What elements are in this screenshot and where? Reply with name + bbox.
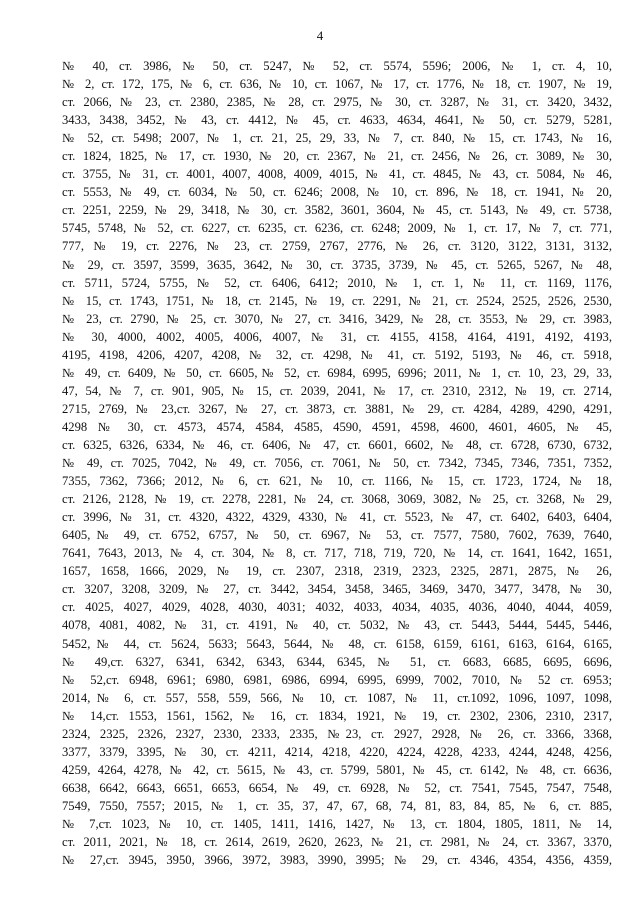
body-text	[62, 57, 612, 869]
text-line: ст. 1824, 1825, № 17, ст. 1930, № 20, ст. 2367, № 21, ст. 2456, № 26, ст. 3089, № 30,	[62, 149, 612, 164]
text-line: № 49, ст. 7025, 7042, № 49, ст. 7056, ст. 7061, № 50, ст. 7342, 7345, 7346, 7351, 7352,	[62, 456, 612, 471]
text-line: 7355, 7362, 7366; 2012, № 6, ст. 621, № 10, ст. 1166, № 15, ст. 1723, 1724, № 18,	[62, 474, 612, 489]
text-line: ст. 5553, № 49, ст. 6034, № 50, ст. 6246; 2008, № 10, ст. 896, № 18, ст. 1941, № 20,	[62, 185, 612, 200]
text-line: ст. 3996, № 31, ст. 4320, 4322, 4329, 4330, № 41, ст. 5523, № 47, ст. 6402, 6403, 6404,	[62, 510, 612, 525]
text-line: № 52, ст. 5498; 2007, № 1, ст. 21, 25, 29, 33, № 7, ст. 840, № 15, ст. 1743, № 16,	[62, 131, 612, 146]
text-line: 6638, 6642, 6643, 6651, 6653, 6654, № 49, ст. 6928, № 52, ст. 7541, 7545, 7547, 7548,	[62, 780, 612, 795]
text-line: 47, 54, № 7, ст. 901, 905, № 15, ст. 2039, 2041, № 17, ст. 2310, 2312, № 19, ст. 2714,	[62, 383, 612, 398]
text-line: № 49, ст. 6409, № 50, ст. 6605,№ 52, ст. 6984, 6995, 6996; 2011, № 1, ст. 10, 23, 29, 33,	[62, 365, 612, 380]
text-line: 7641, 7643, 2013, № 4, ст. 304, № 8, ст. 717, 718, 719, 720, № 14, ст. 1641, 1642, 1651,	[62, 546, 612, 561]
text-line: 2715, 2769, № 23,ст. 3267, № 27, ст. 3873, ст. 3881, № 29, ст. 4284, 4289, 4290, 4291,	[62, 401, 612, 416]
text-line: № 40, ст. 3986, № 50, ст. 5247, № 52, ст. 5574, 5596; 2006, № 1, ст. 4, 10,	[62, 59, 612, 73]
text-line: 7549, 7550, 7557; 2015, № 1, ст. 35, 37, 47, 67, 68, 74, 81, 83, 84, 85, № 6, ст. 885,	[62, 798, 612, 813]
text-line: 4298 № 30, ст. 4573, 4574, 4584, 4585, 4590, 4591, 4598, 4600, 4601, 4605, № 45,	[62, 419, 612, 434]
text-line: № 29, ст. 3597, 3599, 3635, 3642, № 30, ст. 3735, 3739, № 45, ст. 5265, 5267, № 48,	[62, 257, 612, 272]
text-line: 4259, 4264, 4278, № 42, ст. 5615, № 43, ст. 5799, 5801, № 45, ст. 6142, № 48, ст. 6636,	[62, 762, 612, 777]
text-line: ст. 2126, 2128, № 19, ст. 2278, 2281, № 24, ст. 3068, 3069, 3082, № 25, ст. 3268, № 29,	[62, 492, 612, 507]
text-line: 2014,№ 6, ст. 557, 558, 559, 566, № 10, ст. 1087, № 11, ст.1092, 1096, 1097, 1098,	[62, 690, 612, 705]
text-line: ст. 3755, № 31, ст. 4001, 4007, 4008, 4009, 4015, № 41, ст. 4845, № 43, ст. 5084, № 46,	[62, 167, 612, 182]
text-line: № 30, 4000, 4002, 4005, 4006, 4007, № 31, ст. 4155, 4158, 4164, 4191, 4192, 4193,	[62, 329, 612, 344]
text-line: ст. 4025, 4027, 4029, 4028, 4030, 4031; 4032, 4033, 4034, 4035, 4036, 4040, 4044, 4059,	[62, 600, 612, 615]
text-line: 3433, 3438, 3452, № 43, ст. 4412, № 45, ст. 4633, 4634, 4641, № 50, ст. 5279, 5281,	[62, 113, 612, 128]
text-line: 4195, 4198, 4206, 4207, 4208, № 32, ст. 4298, № 41, ст. 5192, 5193, № 46, ст. 5918,	[62, 347, 612, 362]
text-line: 3377, 3379, 3395, № 30, ст. 4211, 4214, 4218, 4220, 4224, 4228, 4233, 4244, 4248, 4256,	[62, 744, 612, 759]
text-line: 1657, 1658, 1666, 2029, № 19, ст. 2307, 2318, 2319, 2323, 2325, 2871, 2875, № 26,	[62, 564, 612, 579]
text-line: № 49,ст. 6327, 6341, 6342, 6343, 6344, 6345, № 51, ст. 6683, 6685, 6695, 6696,	[62, 654, 612, 669]
text-line: ст. 5711, 5724, 5755, № 52, ст. 6406, 6412; 2010, № 1, ст. 1, № 11, ст. 1169, 1176,	[62, 275, 612, 290]
text-line: № 23, ст. 2790, № 25, ст. 3070, № 27, ст. 3416, 3429, № 28, ст. 3553, № 29, ст. 3983,	[62, 311, 612, 326]
text-line: ст. 2011, 2021, № 18, ст. 2614, 2619, 2620, 2623, № 21, ст. 2981, № 24, ст. 3367, 3370,	[62, 835, 612, 850]
text-line: ст. 2251, 2259, № 29, 3418, № 30, ст. 3582, 3601, 3604, № 45, ст. 5143, № 49, ст. 5738,	[62, 203, 612, 218]
text-line: № 52,ст. 6948, 6961; 6980, 6981, 6986, 6994, 6995, 6999, 7002, 7010, № 52 ст. 6953;	[62, 672, 612, 687]
text-line: ст. 6325, 6326, 6334, № 46, ст. 6406, № 47, ст. 6601, 6602, № 48, ст. 6728, 6730, 6732,	[62, 437, 612, 452]
text-line: ст. 2066, № 23, ст. 2380, 2385, № 28, ст. 2975, № 30, ст. 3287, № 31, ст. 3420, 3432,	[62, 95, 612, 110]
text-line: 5745, 5748, № 52, ст. 6227, ст. 6235, ст. 6236, ст. 6248; 2009, № 1, ст. 17, № 7, ст. 771,	[62, 221, 612, 236]
text-line: ст. 3207, 3208, 3209, № 27, ст. 3442, 3454, 3458, 3465, 3469, 3470, 3477, 3478, № 30,	[62, 582, 612, 597]
text-line: № 7,ст. 1023, № 10, ст. 1405, 1411, 1416, 1427, № 13, ст. 1804, 1805, 1811, № 14,	[62, 816, 612, 831]
text-line: № 27,ст. 3945, 3950, 3966, 3972, 3983, 3990, 3995; № 29, ст. 4346, 4354, 4356, 4359,	[62, 853, 612, 868]
text-line: 2324, 2325, 2326, 2327, 2330, 2333, 2335, №23, ст. 2927, 2928, № 26, ст. 3366, 3368,	[62, 726, 612, 741]
page-number: 4	[316, 28, 324, 43]
text-line: № 2, ст. 172, 175, № 6, ст. 636, № 10, ст. 1067, № 17, ст. 1776, № 18, ст. 1907, № 19,	[62, 77, 612, 92]
text-line: № 14,ст. 1553, 1561, 1562, № 16, ст. 1834, 1921, № 19, ст. 2302, 2306, 2310, 2317,	[62, 708, 612, 723]
text-line: № 15, ст. 1743, 1751, № 18, ст. 2145, № 19, ст. 2291, № 21, ст. 2524, 2525, 2526, 2530,	[62, 293, 612, 308]
text-line: 777, № 19, ст. 2276, № 23, ст. 2759, 2767, 2776, № 26, ст. 3120, 3122, 3131, 3132,	[62, 239, 612, 254]
text-line: 5452,№ 44, ст. 5624, 5633; 5643, 5644, № 48, ст. 6158, 6159, 6161, 6163, 6164, 6165,	[62, 636, 612, 651]
text-line: 6405,№ 49, ст. 6752, 6757, № 50, ст. 6967, № 53, ст. 7577, 7580, 7602, 7639, 7640,	[62, 528, 612, 543]
text-line: 4078, 4081, 4082, № 31, ст. 4191, № 40, ст. 5032, № 43, ст. 5443, 5444, 5445, 5446,	[62, 618, 612, 633]
